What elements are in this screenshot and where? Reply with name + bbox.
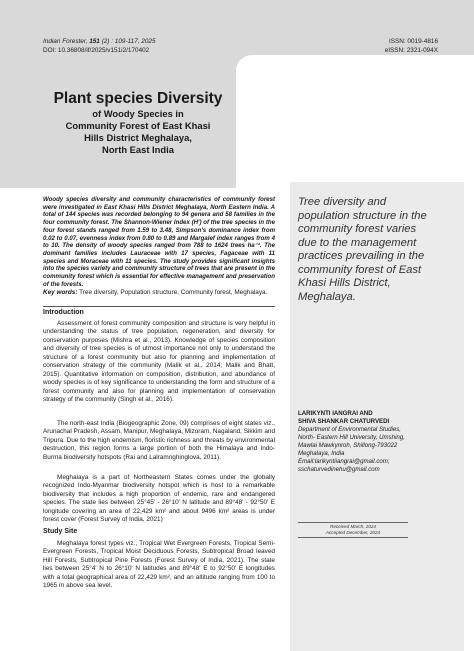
affiliation-line-4: Meghalaya, India [298, 449, 345, 457]
pull-quote: Tree diversity and population structure in the community forest varies due to the management practices prevailing in the community forest of East Khasi Hills District, Meghalaya. [298, 196, 427, 303]
doi: DOI: 10.36808/if/2025/v151i2/170402 [43, 46, 150, 54]
paragraph-intro-1: Assessment of forest community composition and structure is very helpful in understanding the status of tree population, regeneration, and diversity for conservation purposes (Mishra et al., 2013). Knowledge of species composition and diversity of tree species is of utmost importance not only to understand the structure of a forest community but also for planning and implementation of conservation strategy of the community (Malik et al., 2014; Malik and Bhatt, 2015). Quantitative information on composition, distribution, and abundance of woody species is of key significance to understanding the form and structure of a forest community and also for planning and implementation of conservation strategy of the community (Singh et al., 2016). [43, 320, 275, 404]
paragraph-intro-3: Meghalaya is a part of Northeastern States comes under the globally recognized Indo-Myanmar biodiversity hotspot which is host to a remarkable biodiversity that includes a high proportion of endemic, rare and endangered species. The state lies between 25°45' - 26°10' N latitude and 89°48' - 92°50' E longitude covering an area of 22,429 km² and about 9496 km² areas is under forest cover (Forest Survey of India, 2021) [43, 474, 275, 524]
journal-citation [43, 38, 156, 55]
email-1: Email:larikyntiiangrai@gmail.com; [298, 457, 390, 465]
title-line-4: Hills District Meghalaya, [84, 132, 192, 143]
title-line-2: of Woody Species in [92, 108, 184, 119]
title-panel-tab [236, 55, 474, 188]
author-2: SHIVA SHANKAR CHATURVEDI [298, 417, 390, 425]
keywords [43, 289, 275, 297]
article-title [40, 90, 236, 156]
email-2: sschaturvedinehu@gmail.com [298, 465, 380, 473]
keywords-divider [43, 306, 275, 307]
keywords-text: Tree diversity, Population structure, Community forest, Meghalaya. [79, 289, 268, 296]
received-date: Received March, 2024 [330, 524, 376, 529]
eissn: eISSN: 2321-094X [384, 46, 438, 54]
received-dates [298, 524, 408, 536]
title-line-3: Community Forest of East Khasi [65, 120, 211, 131]
abstract: Woody species diversity and community characteristics of community forest were investigated in East Khasi Hills District Meghalaya, North Eastern India. A total of 144 species was recorded belonging to 94 genera and 58 families in the four community forest. The Shannon-Wiener Index (H') of the tree species in the four forest stands ranged from 1.59 to 3.48, Simpson's dominance index from 0.02 to 0.07, evenness index from 0.80 to 0.89 and Margalef index ranges from 4 to 10. The density of woody species ranged from 788 to 1624 trees ha⁻¹. The dominant families includes Lauraceae with 17 species, Fagaceae with 11 species and Moraceae with 11 species. The study provides significant insights into the species variety and community structure of trees that are present in the community forest which is essential for effective management and preservation of the forests. [43, 196, 275, 288]
author-1: LARIKYNTI IANGRAI AND [298, 410, 373, 417]
accepted-date: Accepted December, 2024 [325, 529, 381, 535]
title-line-1: Plant species Diversity [53, 90, 223, 107]
received-rule-top [298, 522, 408, 523]
issn: ISSN: 0019-4816 [388, 38, 438, 45]
journal-name: Indian Forester, [43, 38, 88, 45]
keywords-label: Key words: [43, 289, 78, 296]
authors [298, 410, 448, 425]
affiliation-line-1: Department of Environmental Studies, [298, 426, 401, 433]
paragraph-study-site: Meghalaya forest types viz., Tropical Wet Evergreen Forests, Tropical Semi-Evergreen Forests, Tropical Moist Deciduous Forests, Subtropical Broad leaved Hill Forests, Subtropical Pine Forests (Forest Survey of India, 2021). The state lies between 25°4' N to 26°10' N latitudes and 89°48' E to 92°50' E longitudes with a total geographical area of 22,429 km², and an altitude ranging from 100 to 1965 m above sea level. [43, 540, 275, 590]
received-rule-bottom [298, 537, 408, 538]
affiliation-line-3: Mawlai Mawkynroh, Shillong-793022 [298, 441, 398, 449]
section-title-study-site: Study Site [43, 528, 78, 535]
affiliation-line-2: North- Eastern Hill University, Umshing, [298, 433, 405, 441]
journal-issue-pages: (2) : 109-117, 2025 [101, 38, 156, 45]
paragraph-intro-2: The north-east India (Biogeographic Zone, 09) comprises of eight states viz., Arunachal Pradesh, Assam, Manipur, Meghalaya, Mizoram, Nagaland, Sikkim and Tripura. Due to the high endemism, floristic richness and threats by environmental destruction, this region forms a large portion of both the Himalaya and Indo-Burma biodiversity hotspots (Rai and Lalramnghinglova, 2011). [43, 420, 275, 461]
journal-volume: 151 [89, 38, 100, 45]
issn-block [385, 38, 438, 55]
affiliation [298, 426, 448, 473]
section-title-introduction: Introduction [43, 309, 84, 316]
title-line-5: North East India [102, 144, 174, 155]
